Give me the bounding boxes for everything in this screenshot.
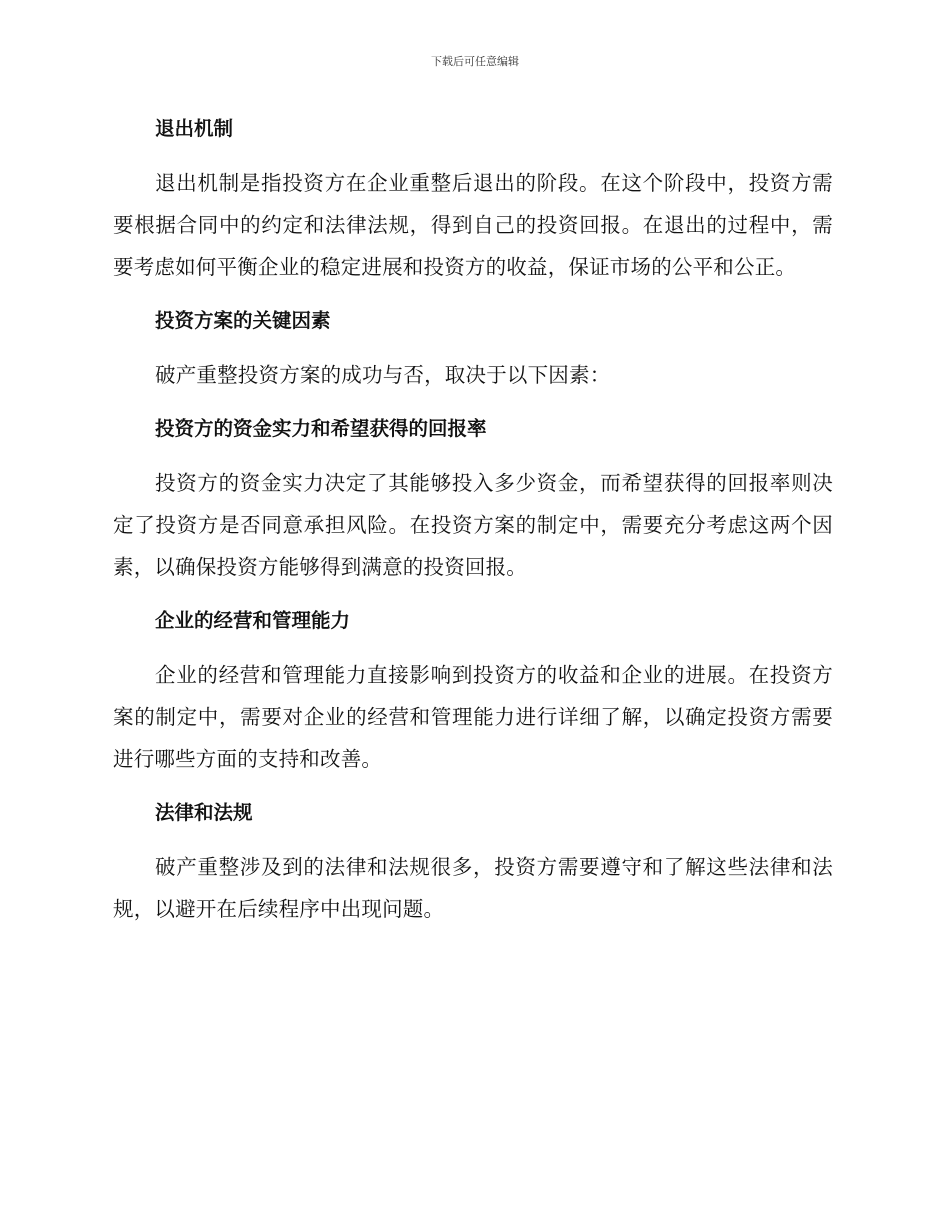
document-body (113, 108, 833, 930)
section-paragraph-key-factors: 破产重整投资方案的成功与否，取决于以下因素： (155, 363, 611, 387)
section-paragraph-exit-mechanism: 退出机制是指投资方在企业重整后退出的阶段。在这个阶段中，投资方需要根据合同中的约定和法律法规，得到自己的投资回报。在退出的过程中，需要考虑如何平衡企业的稳定进展和投资方的收益，保证市场的公平和公正。 (113, 171, 833, 279)
section-paragraph-laws-regulations: 破产重整涉及到的法律和法规很多，投资方需要遵守和了解这些法律和法规，以避开在后续程序中出现问题。 (113, 855, 833, 921)
section-heading-investor-capital: 投资方的资金实力和希望获得的回报率 (155, 417, 487, 440)
header-note: 下载后可任意编辑 (431, 55, 519, 68)
section-heading-laws-regulations: 法律和法规 (155, 801, 253, 824)
section-heading-exit-mechanism: 退出机制 (155, 117, 234, 140)
section-heading-key-factors: 投资方案的关键因素 (155, 309, 331, 332)
section-paragraph-investor-capital: 投资方的资金实力决定了其能够投入多少资金，而希望获得的回报率则决定了投资方是否同意承担风险。在投资方案的制定中，需要充分考虑这两个因素，以确保投资方能够得到满意的投资回报。 (113, 471, 833, 579)
section-heading-management-ability: 企业的经营和管理能力 (155, 609, 351, 632)
section-paragraph-management-ability: 企业的经营和管理能力直接影响到投资方的收益和企业的进展。在投资方案的制定中，需要对企业的经营和管理能力进行详细了解，以确定投资方需要进行哪些方面的支持和改善。 (113, 663, 833, 771)
